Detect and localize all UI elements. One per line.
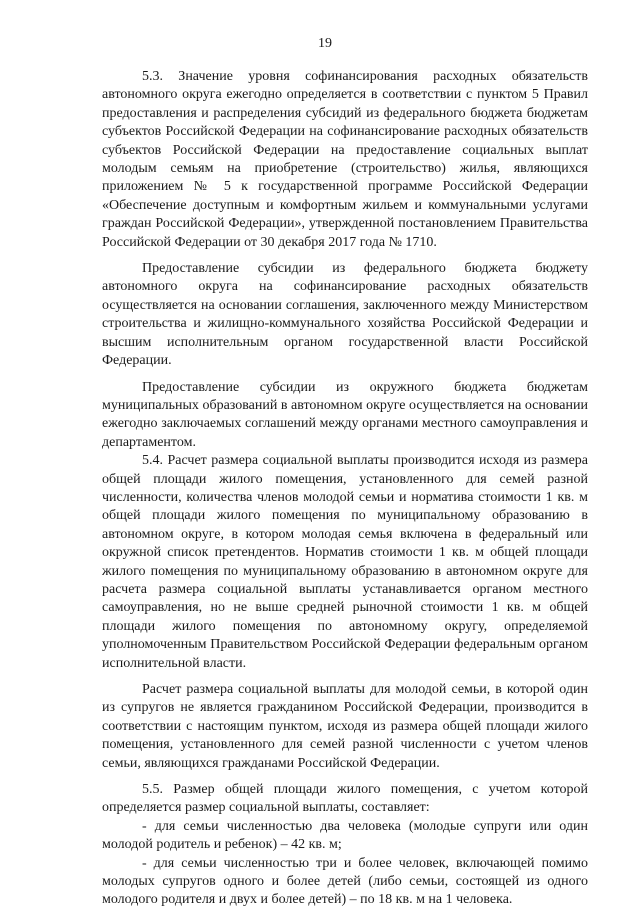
paragraph-foreign-spouse: Расчет размера социальной выплаты для молодой семьи, в которой один из супругов не является гражданином Российской Федерации, производится в соответствии с настоящим пунктом, исходя из размера общей площади жилого помещения, установленного для семей разной численности с учетом членов семьи, являющихся гражданами Российской Федерации. [102,682,588,771]
page-number: 19 [318,36,332,51]
list-item-three-plus-persons: - для семьи численностью три и более человек, включающей помимо молодых супругов одного и более детей (либо семьи, состоящей из одного молодого родителя и двух и более детей) – по 18 кв. м на 1 человека. [102,855,588,908]
list-item-two-persons: - для семьи численностью два человека (молодые супруги или один молодой родитель и ребенок) – 42 кв. м; [102,818,588,853]
paragraph-district-subsidy: Предоставление субсидии из окружного бюджета бюджетам муниципальных образований в автономном округе осуществляется на основании ежегодно заключаемых соглашений между органами местного самоуправления и департаментом. [102,379,588,450]
paragraph-5-3: 5.3. Значение уровня софинансирования расходных обязательств автономного округа ежегодно определяется в соответствии с пунктом 5 Правил предоставления и распределения субсидий из федерального бюджета бюджетам субъектов Российской Федерации на софинансирование расходных обязательств субъектов Российской Федерации на предоставление социальных выплат молодым семьям на приобретение (строительство) жилья, являющихся приложением № 5 к государственной программе Российской Федерации «Обеспечение доступным и комфортным жильем и коммунальными услугами граждан Российской Федерации», утвержденной постановлением Правительства Российской Федерации от 30 декабря 2017 года № 1710. [102,69,588,250]
paragraph-5-5: 5.5. Размер общей площади жилого помещения, с учетом которой определяется размер социальной выплаты, составляет: [102,782,588,816]
paragraph-federal-subsidy: Предоставление субсидии из федерального бюджета бюджету автономного округа на софинансирование расходных обязательств осуществляется на основании соглашения, заключенного между Министерством строительства и жилищно-коммунального хозяйства Российской Федерации и высшим исполнительным органом государственной власти Российской Федерации. [102,261,588,369]
paragraph-5-4: 5.4. Расчет размера социальной выплаты производится исходя из размера общей площади жилого помещения, установленного для семей разной численности, количества членов молодой семьи и норматива стоимости 1 кв. м общей площади жилого помещения по муниципальному образованию в автономном округе, в котором молодая семья включена в федеральный или окружной список претендентов. Норматив стоимости 1 кв. м общей площади жилого помещения по муниципальному образованию в автономном округе для расчета размера социальной выплаты устанавливается органом местного самоуправления, но не выше средней рыночной стоимости 1 кв. м общей площади жилого помещения по автономному округу, определяемой уполномоченным Правительством Российской Федерации федеральным органом исполнительной власти. [102,453,588,671]
